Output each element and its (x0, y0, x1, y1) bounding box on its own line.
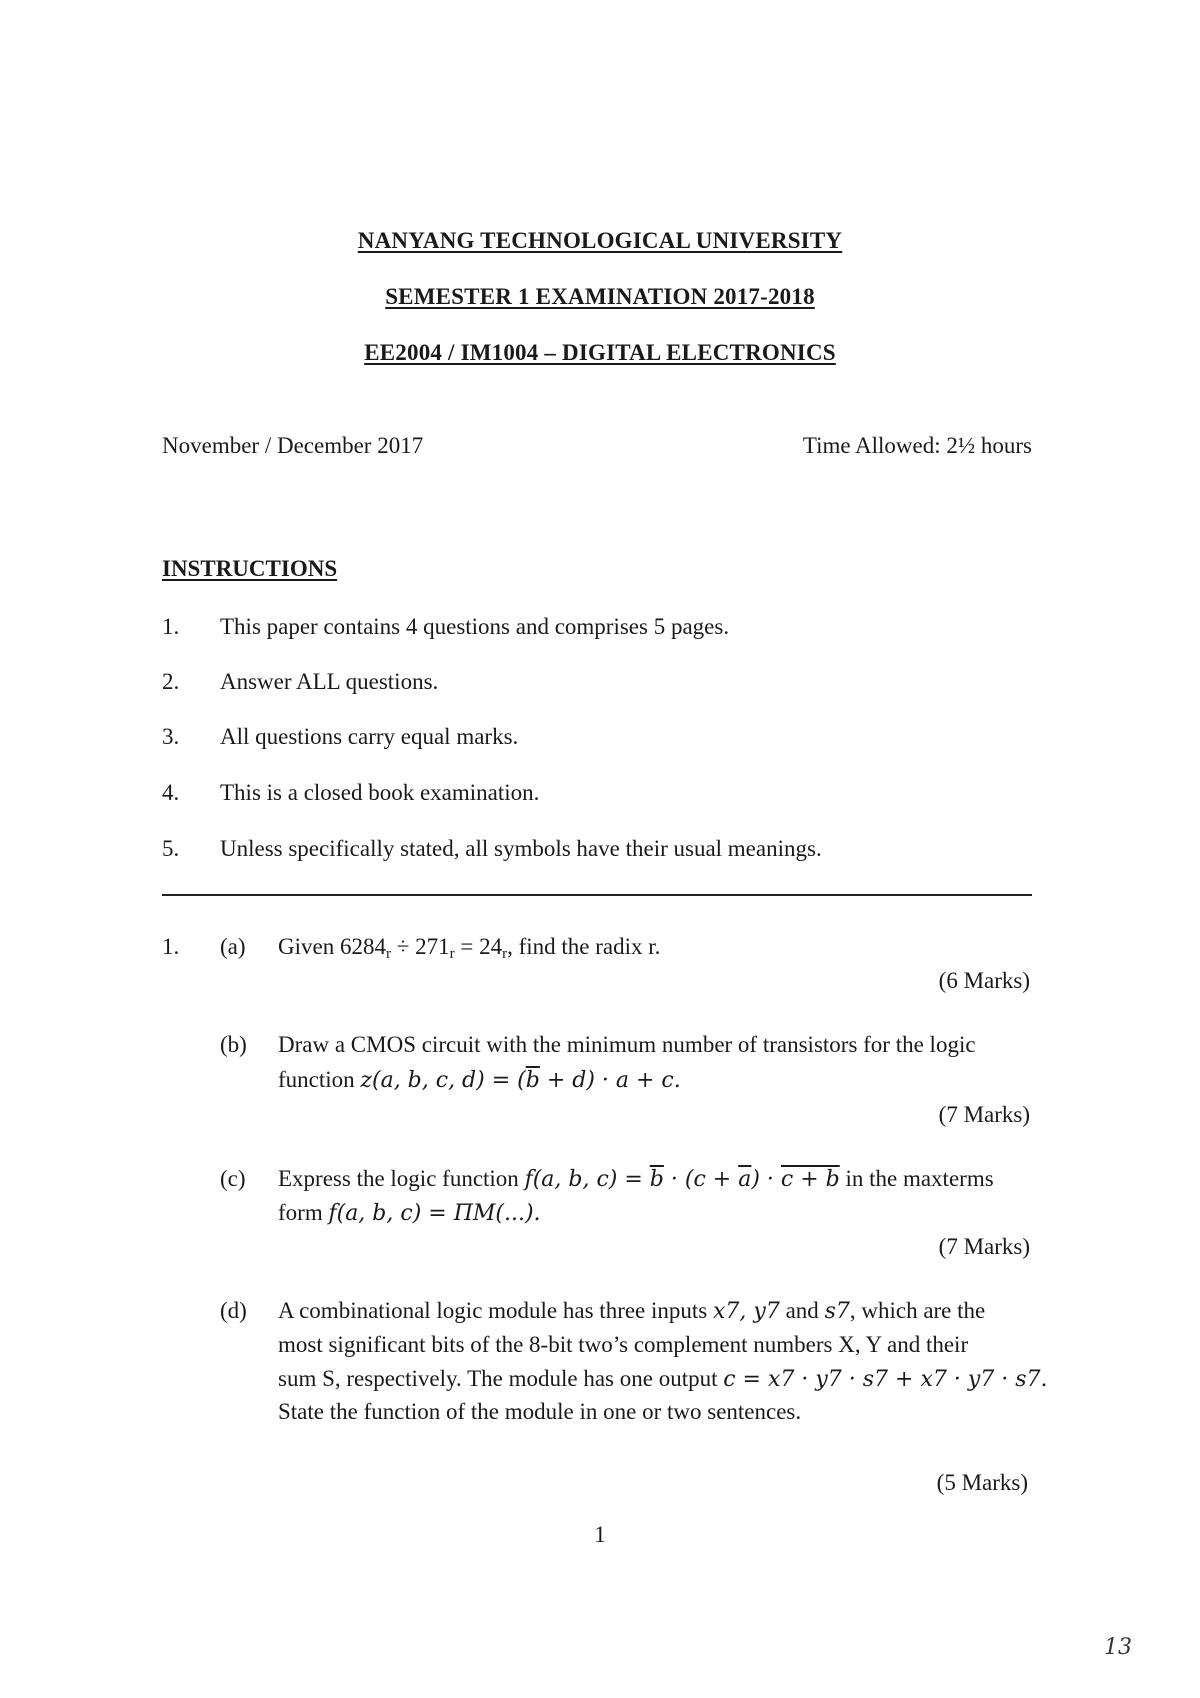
part-d-s7: s7 (824, 1299, 850, 1324)
marks-c: (7 Marks) (938, 1234, 1030, 1259)
course-title: EE2004 / IM1004 – DIGITAL ELECTRONICS (364, 340, 836, 365)
instruction-number: 2. (162, 669, 180, 694)
part-c-suffix: in the maxterms (839, 1166, 994, 1191)
part-c-form-prefix: form (278, 1200, 329, 1225)
part-d-line-1 (278, 1298, 985, 1324)
part-c-form-math: f(a, b, c) = ΠM(...). (328, 1201, 541, 1226)
part-a-number-3: = 24 (454, 934, 503, 959)
part-b-math-bbar: $\overline{b}$ (525, 1068, 540, 1093)
part-d-vars: x7, y7 (713, 1299, 780, 1324)
part-d-output-prefix: sum S, respectively. The module has one output (278, 1366, 724, 1391)
part-a-number-1: 6284 (339, 934, 386, 959)
part-c-math-c: ) · (751, 1167, 781, 1192)
radix-subscript: r (385, 946, 391, 962)
marks-d: (5 Marks) (936, 1470, 1028, 1495)
part-label-d: (d) (220, 1298, 247, 1323)
question-number: 1. (162, 934, 180, 959)
part-d-suffix: , which are the (849, 1298, 986, 1323)
university-title: NANYANG TECHNOLOGICAL UNIVERSITY (357, 228, 843, 253)
radix-subscript: r (449, 946, 455, 962)
instruction-number: 5. (162, 836, 180, 861)
radix-subscript: r (502, 946, 508, 962)
part-c-prefix: Express the logic function (278, 1166, 525, 1191)
instruction-number: 1. (162, 614, 180, 639)
part-b-line-1: Draw a CMOS circuit with the minimum number of transistors for the logic (278, 1032, 976, 1057)
part-c-math-abar: $\overline{a}$ (738, 1167, 752, 1192)
part-a-text (278, 934, 660, 963)
semester-title: SEMESTER 1 EXAMINATION 2017-2018 (385, 284, 815, 309)
instruction-number: 3. (162, 724, 180, 749)
part-d-line-4: State the function of the module in one or two sentences. (278, 1399, 802, 1424)
instruction-text: Answer ALL questions. (220, 669, 439, 694)
instruction-text: Unless specifically stated, all symbols have their usual meanings. (220, 836, 822, 861)
instruction-number: 4. (162, 780, 180, 805)
part-d-and: and (779, 1298, 825, 1323)
part-d-output-math: c = x7 · y7 · s7 + x7 · y7 · s7. (723, 1367, 1048, 1392)
section-divider (162, 894, 1032, 896)
instructions-title: INSTRUCTIONS (162, 556, 338, 581)
handwritten-page-note: 13 (1104, 1635, 1132, 1660)
part-a-number-2: ÷ 271 (390, 934, 450, 959)
part-c-line-1 (278, 1166, 994, 1192)
part-label-b: (b) (220, 1032, 247, 1057)
marks-b: (7 Marks) (938, 1102, 1030, 1127)
part-c-math-b: · (c + (663, 1167, 739, 1192)
part-b-math-lhs: z(a, b, c, d) = ( (360, 1068, 526, 1093)
part-c-math-cbar-b: c + b (780, 1167, 840, 1192)
page-number: 1 (594, 1522, 606, 1547)
instruction-text: This paper contains 4 questions and comprises 5 pages. (220, 614, 730, 639)
part-c-line-2 (278, 1200, 541, 1226)
part-b-prefix: function (278, 1067, 361, 1092)
part-label-c: (c) (220, 1166, 246, 1191)
part-b-math-rhs: + d) · a + c. (539, 1068, 681, 1093)
part-a-suffix: , find the radix r. (507, 934, 661, 959)
part-c-math-bbar: $\overline{b}$ (649, 1167, 664, 1192)
instruction-text: This is a closed book examination. (220, 780, 540, 805)
marks-a: (6 Marks) (938, 968, 1030, 993)
part-b-line-2 (278, 1067, 681, 1093)
part-a-prefix: Given (278, 934, 340, 959)
exam-date: November / December 2017 (162, 433, 424, 458)
time-allowed: Time Allowed: 2½ hours (802, 433, 1032, 458)
part-d-prefix: A combinational logic module has three inputs (278, 1298, 714, 1323)
part-d-line-2: most significant bits of the 8-bit two’s complement numbers X, Y and their (278, 1332, 969, 1357)
part-c-math-a: f(a, b, c) = (524, 1167, 650, 1192)
instruction-text: All questions carry equal marks. (220, 724, 519, 749)
part-label-a: (a) (220, 934, 246, 959)
part-d-line-3 (278, 1366, 1048, 1392)
